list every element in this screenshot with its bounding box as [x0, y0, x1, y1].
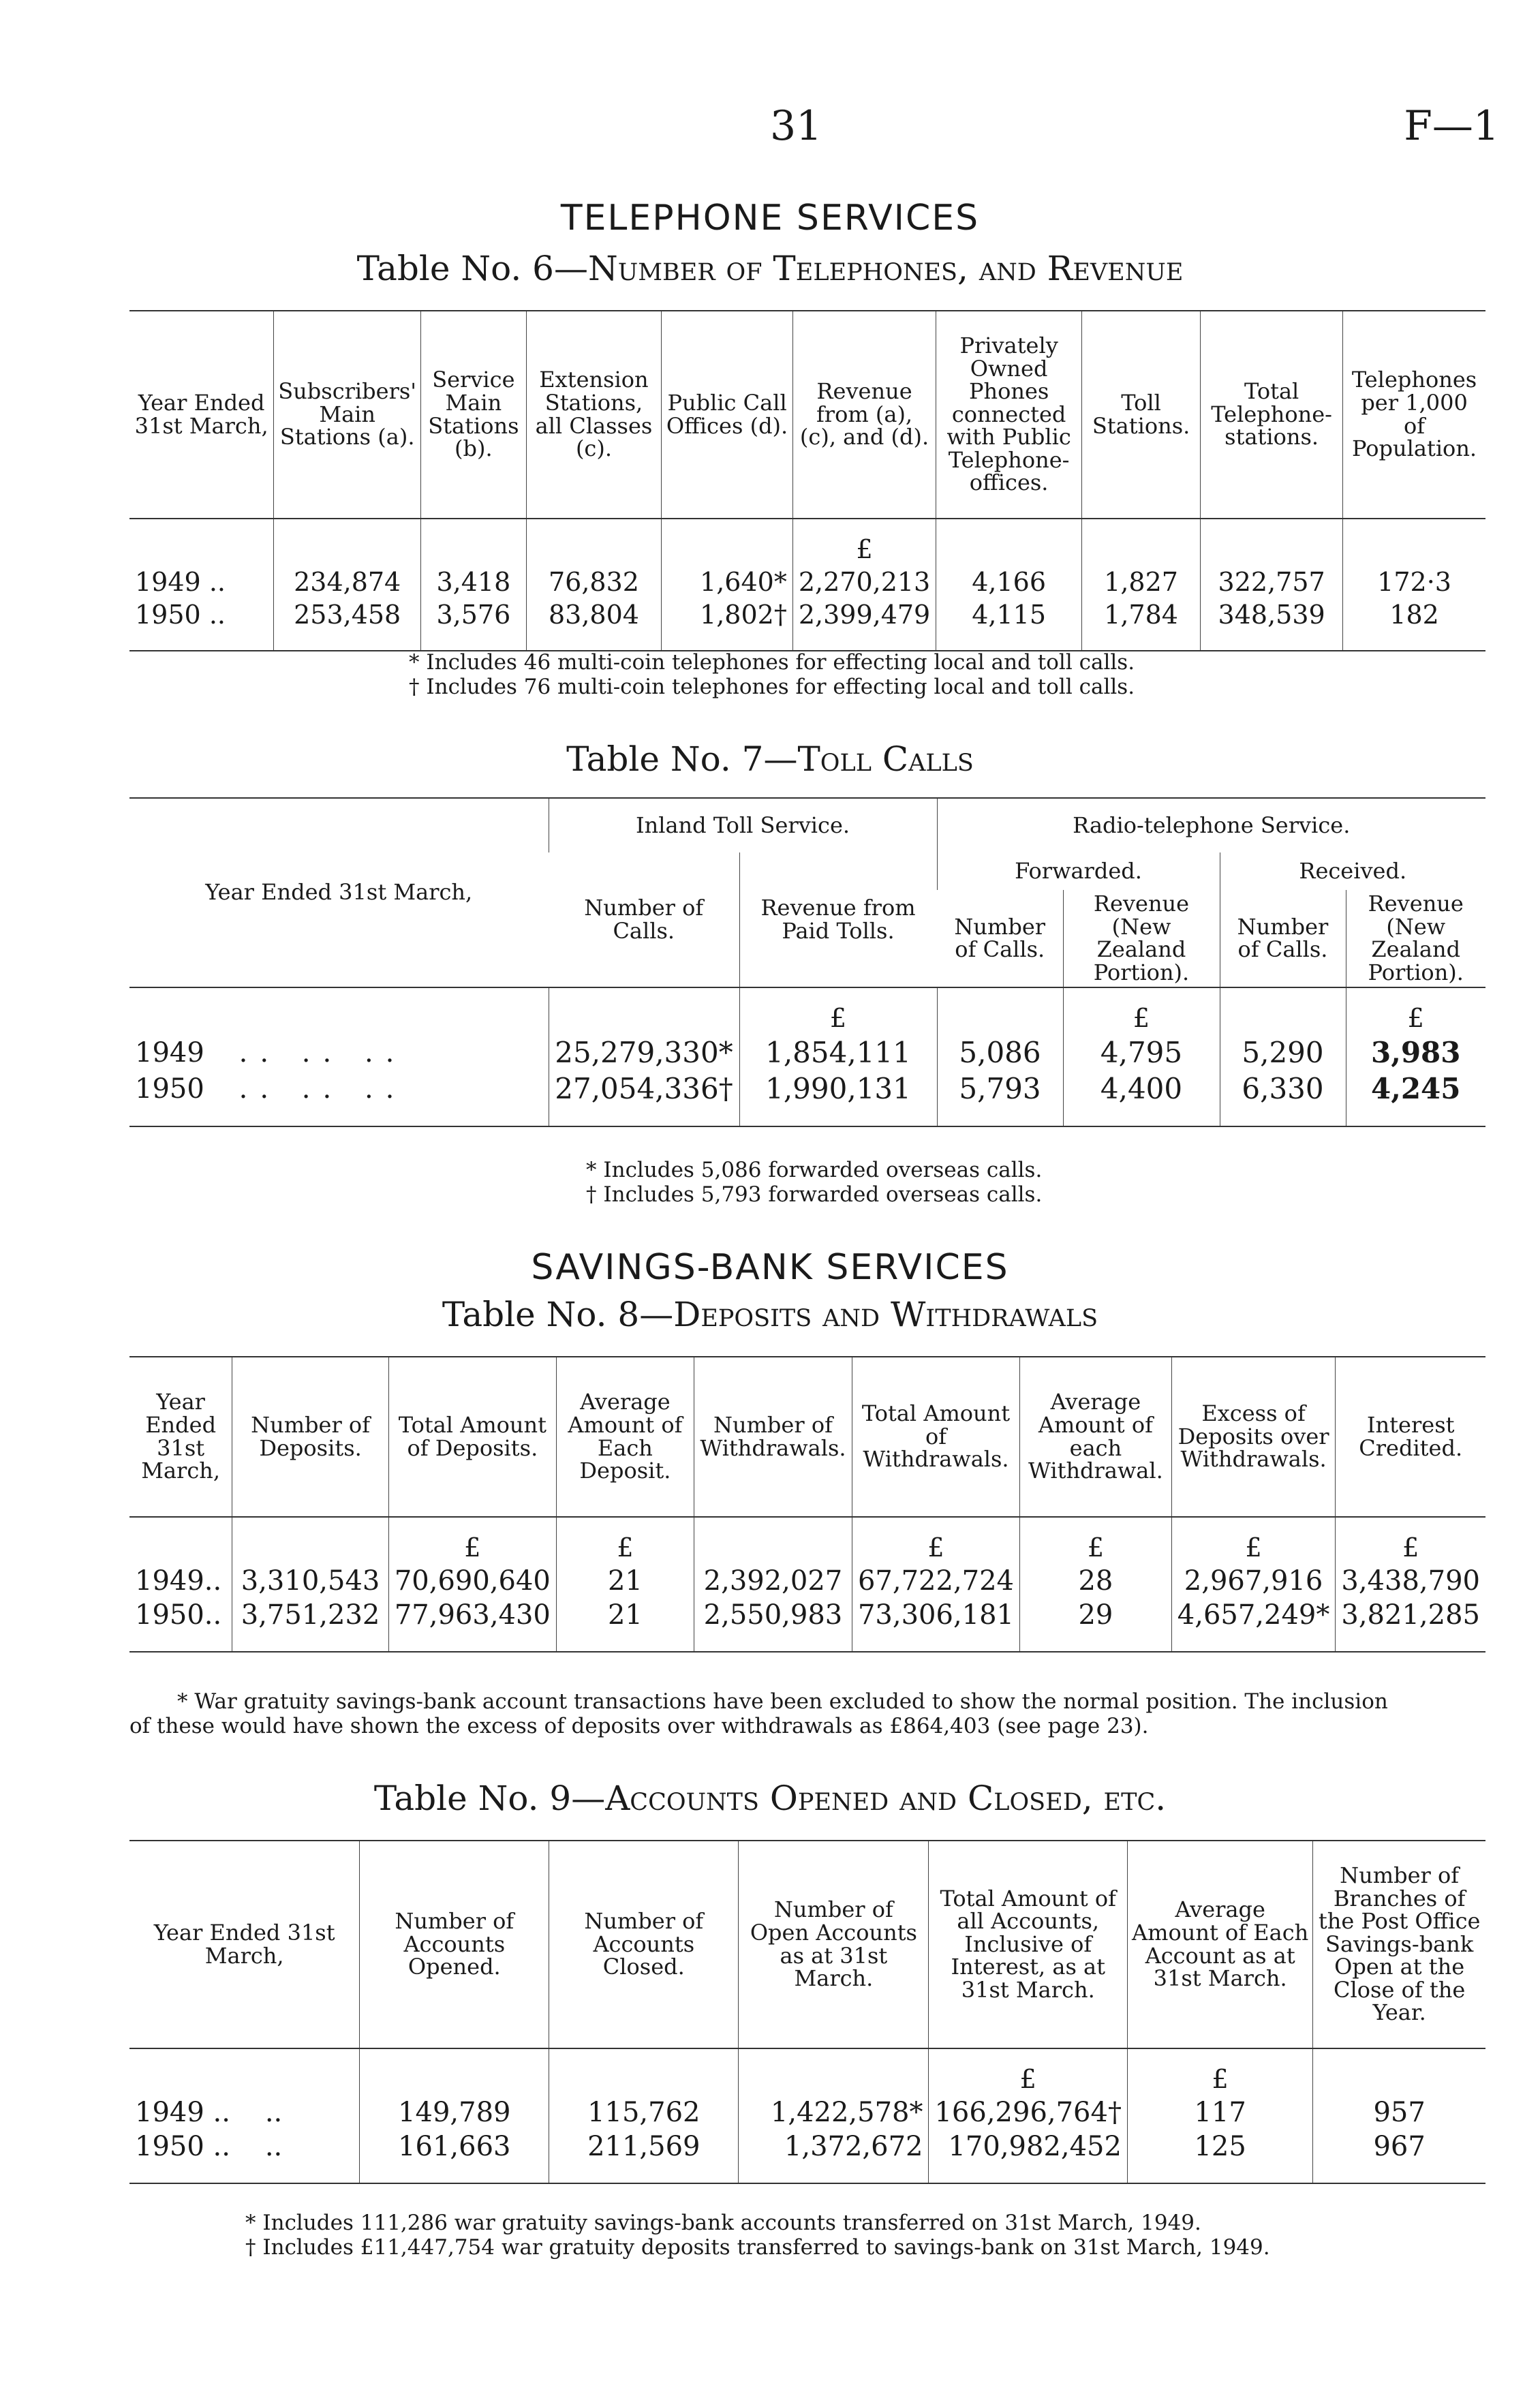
table6-header-year: Year Ended 31st March,: [129, 311, 274, 519]
table7-header-fwd-revenue: Revenue (New Zealand Portion).: [1063, 890, 1220, 987]
table6-title-rest: Number of Telephones, and Revenue: [587, 249, 1184, 288]
table-row: 1950 .. .. .. 27,054,336† 1,990,131 5,793 4,400 6,330 4,245: [129, 1071, 1485, 1126]
table-row: [129, 519, 1485, 566]
table6-header-public: Public Call Offices (d).: [662, 311, 793, 519]
table8-header-avg-withdrawal: Average Amount of each Withdrawal.: [1020, 1357, 1172, 1517]
table8-header-deposits: Number of Deposits.: [232, 1357, 389, 1517]
table8-unit-interest: £: [1336, 1517, 1485, 1564]
table6-header-subscribers: Subscribers' Main Stations (a).: [274, 311, 421, 519]
table6-header-revenue: Revenue from (a), (c), and (d).: [792, 311, 936, 519]
table7-title-prefix: Table No. 7—: [566, 739, 798, 779]
table9-title-prefix: Table No. 9—: [373, 1779, 606, 1818]
telephone-section-title: TELEPHONE SERVICES: [560, 198, 980, 239]
table8-year-1950: 1950..: [129, 1598, 232, 1652]
table7-header-radio: Radio-telephone Service.: [937, 798, 1485, 852]
table8-unit-total-deposits: £: [388, 1517, 556, 1564]
table8-header-withdrawals: Number of Withdrawals.: [694, 1357, 852, 1517]
table6-header-per1000: Telephones per 1,000 of Population.: [1343, 311, 1485, 519]
table7-header-fwd-calls: Number of Calls.: [954, 913, 1046, 963]
table7-unit-fwd: £: [1063, 987, 1220, 1034]
page-header: [0, 102, 1540, 164]
table9-title: [0, 1779, 1540, 1818]
table8-unit-avg-withdrawal: £: [1020, 1517, 1172, 1564]
table9-header-closed: Number of Accounts Closed.: [549, 1841, 739, 2048]
table9-year-1950: 1950 ..: [135, 2131, 230, 2162]
table7-unit-revenue: £: [739, 987, 937, 1034]
savings-section-title: SAVINGS-BANK SERVICES: [531, 1247, 1009, 1288]
table7-header-inland-calls: Number of Calls.: [584, 895, 704, 944]
table6-title-prefix: Table No. 6—: [356, 249, 588, 288]
table6-year-1950: 1950: [135, 600, 201, 630]
table8-header-year: Year Ended 31st March,: [129, 1357, 232, 1517]
table8-header-excess: Excess of Deposits over Withdrawals.: [1171, 1357, 1336, 1517]
table6-footnote-2: † Includes 76 multi-coin telephones for effecting local and toll calls.: [409, 674, 1135, 699]
table-row: 1949 .. 234,874 3,418 76,832 1,640* 2,270,213 4,166 1,827 322,757 172·3: [129, 566, 1485, 598]
table6-header-extension: Extension Stations, all Classes (c).: [526, 311, 662, 519]
table-row: 1950 .. 253,458 3,576 83,804 1,802† 2,399,479 4,115 1,784 348,539 182: [129, 598, 1485, 651]
table8: [129, 1356, 1485, 1653]
table9-footnote-2: † Includes £11,447,754 war gratuity deposits transferred to savings-bank on 31st March, 1949.: [245, 2234, 1270, 2260]
table6-unit-revenue: £: [792, 519, 936, 566]
table8-unit-avg-deposit: £: [556, 1517, 694, 1564]
table7-footnote-2: † Includes 5,793 forwarded overseas calls.: [586, 1182, 1043, 1207]
table7-title-rest: Toll Calls: [797, 739, 974, 779]
table7-footnote-1: * Includes 5,086 forwarded overseas calls.: [586, 1158, 1043, 1182]
table9: [129, 1840, 1485, 2184]
table9-footnotes: [245, 2211, 1270, 2260]
table7-year-1949: 1949: [135, 1036, 204, 1069]
table6-footnote-1: * Includes 46 multi-coin telephones for effecting local and toll calls.: [409, 650, 1135, 675]
table7-header-inland-revenue: Revenue from Paid Tolls.: [739, 852, 937, 987]
table8-footnote-line2: of these would have shown the excess of deposits over withdrawals as £864,403 (see page 23).: [129, 1713, 1149, 1738]
table9-title-rest: Accounts Opened and Closed, etc.: [605, 1779, 1167, 1818]
table9-header-total-amount: Total Amount of all Accounts, Inclusive of Interest, as at 31st March.: [929, 1841, 1127, 2048]
table7-header-year: Year Ended 31st March,: [129, 798, 549, 987]
table7-header-forwarded: Forwarded.: [937, 852, 1220, 890]
table7-footnotes: [586, 1158, 1042, 1207]
page-number: 31: [770, 102, 822, 150]
table8-header-avg-deposit: Average Amount of Each Deposit.: [556, 1357, 694, 1517]
table7-year-1950: 1950: [135, 1073, 204, 1105]
table9-footnote-1: * Includes 111,286 war gratuity savings-bank accounts transferred on 31st March, 1949.: [245, 2211, 1201, 2235]
table8-footnote: [129, 1690, 1499, 1738]
table6-header-private: Privately Owned Phones connected with Public Telephone-offices.: [936, 311, 1082, 519]
table9-header-branches: Number of Branches of the Post Office Savings-bank Open at the Close of the Year.: [1313, 1841, 1485, 2048]
table7-unit-rec: £: [1346, 987, 1485, 1034]
table6-footnotes: [409, 651, 1135, 699]
table9-header-year: Year Ended 31st March,: [129, 1841, 360, 2048]
table8-header-total-withdrawals: Total Amount of Withdrawals.: [852, 1357, 1019, 1517]
table9-header-open-accounts: Number of Open Accounts as at 31st March.: [739, 1841, 929, 2048]
table6-header-total: Total Telephone-stations.: [1201, 311, 1343, 519]
table8-unit-total-withdrawals: £: [852, 1517, 1019, 1564]
table6-year-1949: 1949: [135, 567, 201, 597]
table7-title: [0, 739, 1540, 779]
table-row: [129, 2048, 1485, 2095]
table8-footnote-line1: * War gratuity savings-bank account transactions have been excluded to show the normal position. The inclusion: [177, 1689, 1388, 1714]
table8-year-1949: 1949..: [135, 1565, 222, 1597]
table7-header-rec-revenue: Revenue (New Zealand Portion).: [1346, 890, 1485, 987]
table8-title-rest: Deposits and Withdrawals: [673, 1295, 1098, 1334]
table-row: 1950 .. .. 161,663 211,569 1,372,672 170,982,452 125 967: [129, 2130, 1485, 2183]
table9-header-opened: Number of Accounts Opened.: [360, 1841, 549, 2048]
table-row: 1949 .. .. 149,789 115,762 1,422,578* 166,296,764† 117 957: [129, 2095, 1485, 2130]
table6-header-toll: Toll Stations.: [1082, 311, 1201, 519]
table6-title: [0, 249, 1540, 288]
table6: [129, 310, 1485, 651]
table8-header-interest: Interest Credited.: [1336, 1357, 1485, 1517]
table6-header-service: Service Main Stations (b).: [421, 311, 527, 519]
table8-header-total-deposits: Total Amount of Deposits.: [388, 1357, 556, 1517]
table9-year-1949: 1949 ..: [135, 2097, 230, 2128]
page-reference: F—1: [1404, 102, 1499, 150]
table7-header-inland: Inland Toll Service.: [549, 798, 937, 852]
table7: [129, 797, 1485, 1127]
table9-unit-average: £: [1127, 2048, 1312, 2095]
table-row: 1950.. 3,751,232 77,963,430 21 2,550,983 73,306,181 29 4,657,249* 3,821,285: [129, 1598, 1485, 1652]
table9-unit-total: £: [929, 2048, 1127, 2095]
table8-title-prefix: Table No. 8—: [442, 1295, 674, 1334]
table8-unit-excess: £: [1171, 1517, 1336, 1564]
table8-title: [0, 1295, 1540, 1334]
table-row: [129, 987, 1485, 1034]
table7-header-rec-calls: Number of Calls.: [1220, 890, 1346, 987]
table-row: 1949 .. .. .. 25,279,330* 1,854,111 5,086 4,795 5,290 3,983: [129, 1034, 1485, 1071]
table7-header-received: Received.: [1220, 852, 1485, 890]
table9-header-average: Average Amount of Each Account as at 31st March.: [1127, 1841, 1312, 2048]
table-row: [129, 1517, 1485, 1564]
table-row: 1949.. 3,310,543 70,690,640 21 2,392,027 67,722,724 28 2,967,916 3,438,790: [129, 1564, 1485, 1598]
